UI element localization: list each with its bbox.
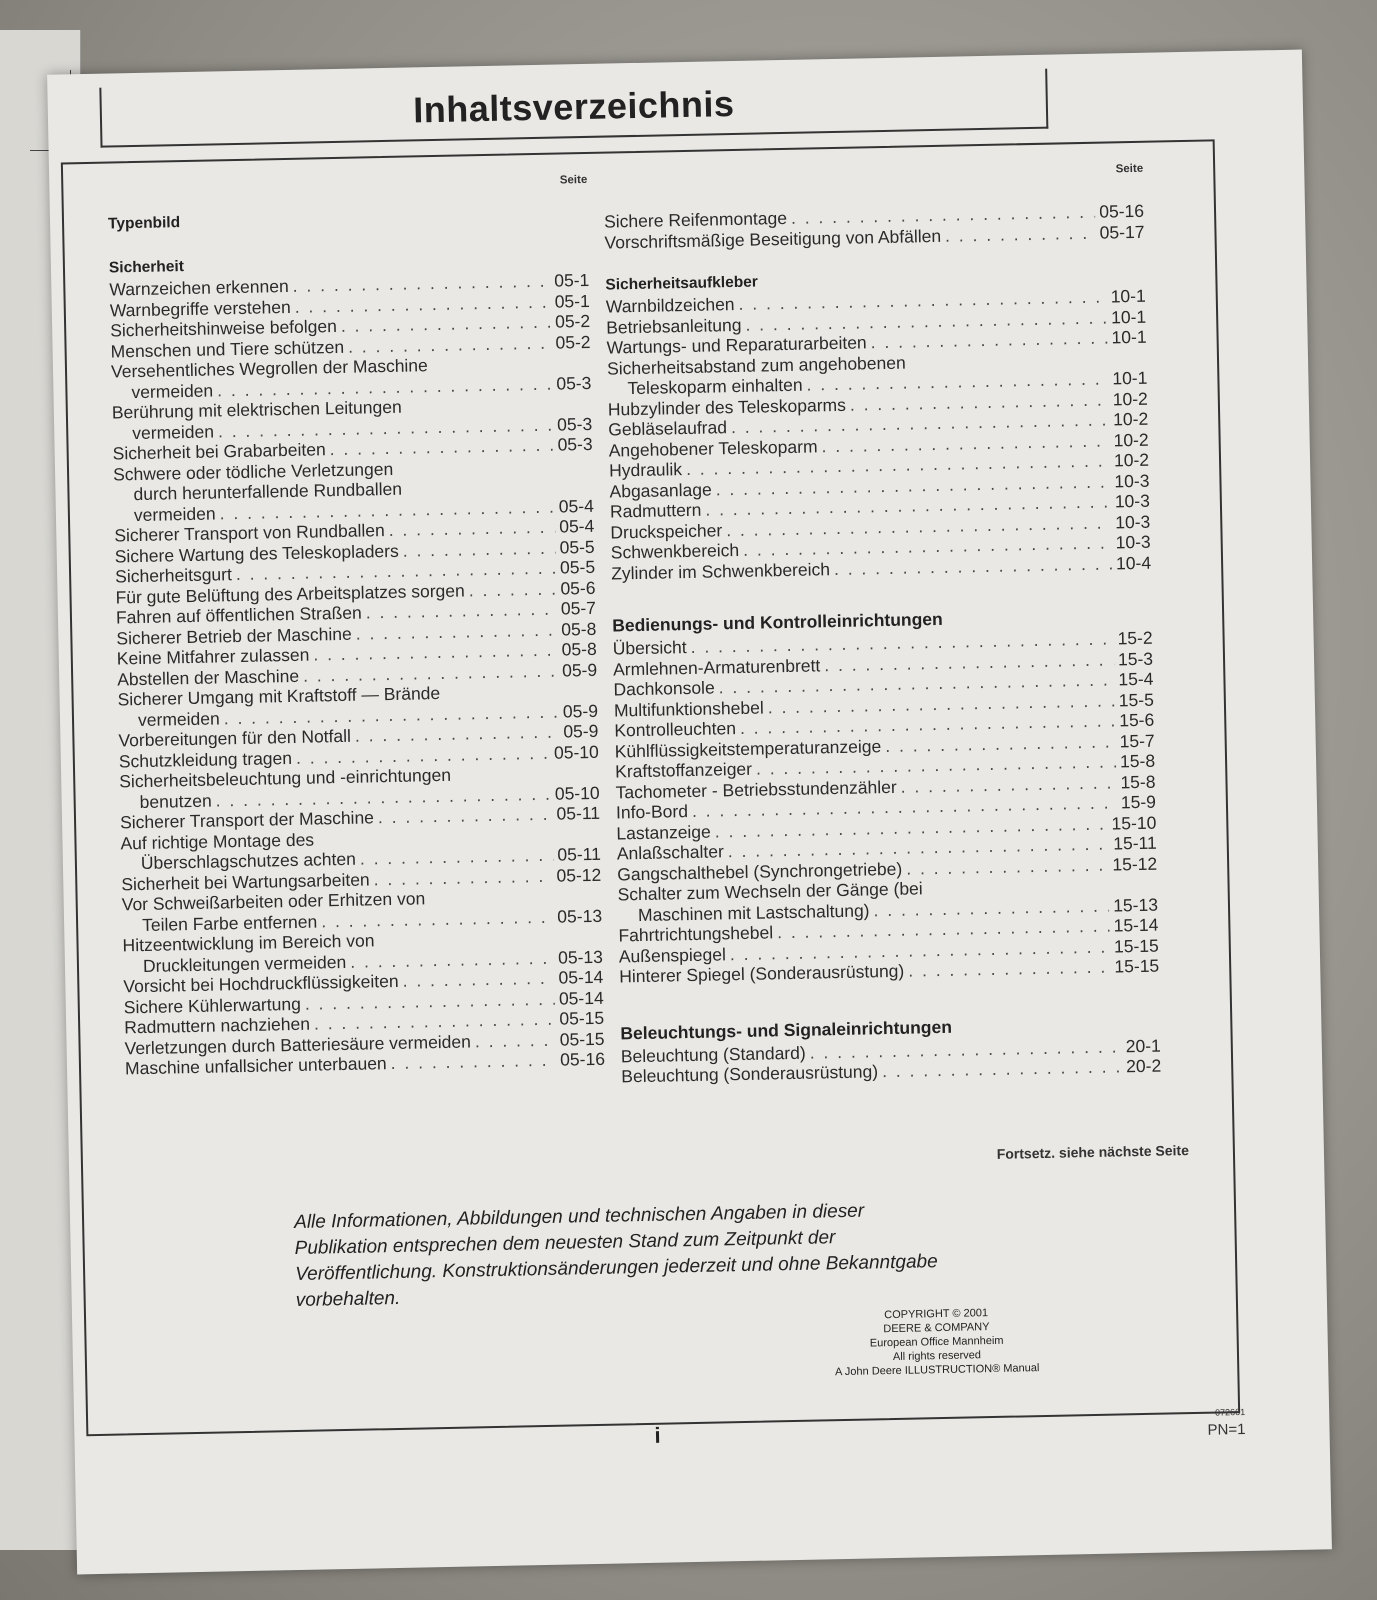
toc-entry-title: Sicherheitshinweise befolgen: [110, 315, 338, 341]
toc-entry-page: 05-3: [557, 433, 593, 455]
toc-entry-title: Dachkonsole: [613, 677, 715, 700]
toc-entry-title: Vorsicht bei Hochdruckflüssigkeiten: [123, 970, 399, 997]
toc-entry-page: 10-2: [1112, 388, 1148, 409]
toc-entry-continued: Versehentliches Wegrollen der Maschine: [110, 355, 428, 382]
document-page: [47, 50, 1332, 1575]
toc-entry-title: Warnbildzeichen: [605, 293, 735, 317]
leader-dots: [945, 222, 1096, 246]
toc-entry-title: Sicherer Transport der Maschine: [119, 807, 375, 833]
toc-entry-title: Abstellen der Maschine: [117, 665, 300, 689]
toc-entry-page: 10-2: [1112, 408, 1149, 430]
toc-entry-title: vermeiden: [137, 707, 220, 730]
leader-dots: [475, 1029, 556, 1051]
toc-entry-title: Kühlflüssigkeitstemperaturanzeige: [614, 735, 882, 761]
manual-line: A John Deere ILLUSTRUCTION® Manual: [834, 1362, 1040, 1379]
typenbild-heading: Typenbild: [107, 214, 181, 233]
toc-entry-continued: Schalter zum Wechseln der Gänge (bei: [617, 878, 923, 905]
toc-entry-page: 05-14: [558, 966, 604, 988]
toc-entry-page: 15-4: [1118, 668, 1154, 690]
toc-entry-title: Druckleitungen vermeiden: [142, 951, 347, 976]
toc-box: [61, 139, 1240, 1436]
toc-entry-title: vermeiden: [132, 420, 215, 443]
toc-entry-title: Überschlagschutzes achten: [140, 848, 357, 874]
pn-label: PN=1: [1207, 1420, 1246, 1439]
toc-entry-continued: Hitzeentwicklung im Bereich von: [122, 930, 375, 956]
toc-entry-title: Wartungs- und Reparaturarbeiten: [606, 332, 867, 358]
toc-entry-page: 10-3: [1114, 490, 1151, 512]
toc-entry-title: Radmuttern: [609, 499, 702, 522]
toc-entry-title: Gangschalthebel (Synchrongetriebe): [617, 858, 903, 884]
toc-entry-page: 05-9: [562, 700, 599, 722]
page-title: Inhaltsverzeichnis: [412, 82, 735, 131]
toc-entry-title: Kontrolleuchten: [614, 718, 737, 741]
aufkleber-entries: [606, 286, 1152, 584]
sicherheit-heading: Sicherheit: [108, 258, 185, 277]
toc-entry-title: Vorbereitungen für den Notfall: [118, 725, 352, 751]
leader-dots: [906, 854, 1109, 879]
leader-dots: [348, 332, 552, 357]
toc-left-column: [107, 174, 605, 1079]
toc-entry-page: 15-10: [1111, 812, 1157, 834]
toc-entry-page: 15-5: [1118, 689, 1155, 710]
toc-entry-page: 15-9: [1120, 791, 1157, 813]
toc-entry-page: 15-11: [1113, 832, 1157, 854]
toc-entry-page: 05-13: [557, 946, 604, 968]
toc-entry-title: Beleuchtung (Standard): [620, 1042, 806, 1066]
toc-entry-page: 05-1: [554, 290, 590, 312]
toc-entry-continued: Vor Schweißarbeiten oder Erhitzen von: [121, 888, 426, 915]
toc-entry-title: Multifunktionshebel: [613, 696, 764, 720]
toc-entry-title: Druckspeicher: [610, 519, 723, 543]
toc-entry-continued: Berührung mit elektrischen Leitungen: [111, 396, 402, 423]
toc-entry-title: Sicherheit bei Grabarbeiten: [112, 439, 326, 464]
toc-entry-page: 10-1: [1111, 326, 1147, 348]
toc-entry-page: 15-2: [1117, 627, 1153, 649]
toc-entry-page: 05-6: [560, 577, 596, 599]
toc-entry-page: 10-2: [1113, 449, 1150, 471]
toc-entry-title: vermeiden: [131, 379, 214, 402]
toc-entry-page: 10-1: [1110, 285, 1146, 307]
toc-entry-page: 05-13: [557, 905, 603, 927]
toc-entry-title: Sicherheit bei Wartungsarbeiten: [121, 868, 370, 894]
toc-entry-title: Sicherheitsgurt: [114, 564, 233, 587]
toc-entry-page: 05-10: [553, 741, 599, 763]
copyright-line: COPYRIGHT © 2001: [884, 1307, 989, 1322]
toc-entry-title: Tachometer - Betriebsstundenzähler: [615, 776, 897, 802]
toc-entry-page: 05-11: [557, 843, 602, 865]
toc-entry-page: 05-15: [559, 1028, 605, 1050]
toc-entry-title: Teilen Farbe entfernen: [141, 910, 318, 935]
toc-entry-title: Maschinen mit Lastschaltung): [637, 899, 870, 925]
toc-entry-page: 05-10: [554, 782, 600, 804]
toc-entry-page: 05-8: [561, 638, 597, 660]
office-line: European Office Mannheim: [869, 1334, 1004, 1350]
toc-entry-title: Schutzkleidung tragen: [118, 747, 293, 771]
toc-entry-page: 15-8: [1120, 771, 1156, 792]
toc-entry-page: 15-13: [1112, 894, 1159, 916]
toc-entry-title: Vorschriftsmäßige Beseitigung von Abfällen: [604, 225, 942, 253]
leader-dots: [373, 865, 552, 889]
toc-entry-page: 05-17: [1099, 221, 1145, 243]
toc-entry-page: 05-5: [559, 556, 596, 578]
toc-entry-page: 05-11: [556, 802, 601, 824]
title-box: [99, 69, 1048, 148]
toc-entry-page: 05-2: [555, 331, 591, 353]
toc-entry-page: 05-2: [554, 310, 591, 332]
toc-entry-page: 05-16: [1099, 200, 1145, 222]
beleuchtung-heading: Beleuchtungs- und Signaleinrichtungen: [620, 1016, 953, 1043]
toc-entry-title: Zylinder im Schwenkbereich: [610, 558, 831, 584]
bedienung-heading: Bedienungs- und Kontrolleinrichtungen: [612, 608, 943, 636]
bedienung-entries: [613, 628, 1160, 987]
toc-right-column: [603, 163, 1161, 1087]
leader-dots: [882, 1056, 1122, 1081]
copyright-block: [796, 1304, 1077, 1380]
toc-entry-page: 05-9: [563, 720, 599, 742]
document-code: 072601: [1215, 1406, 1246, 1418]
toc-entry-continued: Sicherheitsbeleuchtung und -einrichtungen: [119, 764, 452, 792]
rights-line: All rights reserved: [892, 1349, 982, 1364]
toc-entry-page: 05-4: [559, 515, 595, 537]
toc-entry-page: 15-12: [1112, 853, 1158, 875]
toc-entry-page: 15-7: [1119, 730, 1155, 751]
toc-entry-title: Außenspiegel: [618, 943, 727, 966]
toc-entry-title: Kraftstoffanzeiger: [614, 758, 753, 782]
toc-entry-title: Hinterer Spiegel (Sonderausrüstung): [619, 960, 905, 987]
toc-entry-page: 05-5: [559, 536, 595, 558]
toc-entry-title: Warnzeichen erkennen: [109, 275, 289, 300]
toc-entry-continued: durch herunterfallende Rundballen: [133, 478, 403, 505]
toc-entry-title: Menschen und Tiere schützen: [110, 336, 345, 362]
toc-entry-title: Beleuchtung (Sonderausrüstung): [621, 1061, 879, 1087]
toc-entry-page: 05-16: [559, 1048, 606, 1070]
toc-entry-title: Verletzungen durch Batteriesäure vermeiden: [124, 1030, 472, 1058]
toc-entry-title: Gebläselaufrad: [608, 417, 728, 440]
toc-entry-title: Lastanzeige: [616, 821, 711, 843]
leader-dots: [908, 957, 1111, 982]
toc-entry-title: Sichere Reifenmontage: [603, 207, 788, 232]
toc-entry-page: 05-8: [561, 618, 597, 640]
page-number: i: [654, 1422, 661, 1448]
toc-entry-page: 15-15: [1113, 935, 1159, 957]
toc-entry-title: Radmuttern nachziehen: [124, 1013, 311, 1038]
toc-entry-title: Sichere Kühlerwartung: [123, 993, 302, 1017]
toc-entry-page: 10-1: [1110, 306, 1147, 327]
toc-entry-page: 05-14: [558, 987, 604, 1009]
toc-entry-page: 10-3: [1115, 511, 1151, 532]
toc-entry-page: 20-2: [1125, 1055, 1162, 1077]
toc-entry-page: 10-3: [1115, 531, 1151, 553]
leader-dots: [390, 1050, 556, 1074]
company-line: DEERE & COMPANY: [883, 1321, 990, 1336]
toc-entry-title: Übersicht: [612, 637, 687, 659]
beleuchtung-entries: [621, 1035, 1162, 1087]
toc-entry-continued: Sicherer Umgang mit Kraftstoff — Brände: [117, 682, 441, 710]
toc-entry-title: Armlehnen-Armaturenbrett: [612, 654, 821, 680]
toc-entry-title: benutzen: [139, 790, 212, 812]
seite-label-left: Seite: [559, 173, 588, 187]
sicherheitsaufkleber-heading: Sicherheitsaufkleber: [605, 273, 759, 294]
toc-entry-continued: Schwere oder tödliche Verletzungen: [112, 458, 394, 484]
toc-entry-title: Angehobener Teleskoparm: [608, 435, 818, 461]
toc-entry-title: Sicherer Transport von Rundballen: [114, 520, 385, 546]
toc-entry-title: Schwenkbereich: [610, 539, 740, 563]
toc-entry-page: 15-3: [1117, 648, 1154, 669]
toc-entry-title: Betriebsanleitung: [606, 314, 742, 338]
seite-label-right: Seite: [1115, 162, 1144, 176]
toc-entry-page: 05-12: [556, 864, 602, 886]
toc-entry-continued: Sicherheitsabstand zum angehobenen: [606, 352, 906, 379]
leader-dots: [469, 578, 557, 600]
sicherheit-entries: [109, 270, 605, 1079]
toc-entry-page: 15-14: [1113, 914, 1159, 936]
leader-dots: [378, 804, 553, 828]
toc-entry-page: 15-8: [1119, 750, 1156, 772]
toc-entry-title: Für gute Belüftung des Arbeitsplatzes sorgen: [115, 579, 465, 607]
toc-entry-page: 10-1: [1112, 367, 1148, 389]
toc-entry-page: 10-4: [1115, 552, 1152, 573]
toc-entry-title: vermeiden: [133, 502, 216, 525]
toc-entry-title: Fahrtrichtungshebel: [618, 922, 774, 946]
toc-entry-continued: Auf richtige Montage des: [120, 829, 315, 853]
toc-entry-page: 05-7: [560, 597, 597, 619]
toc-entry-title: Sichere Wartung des Teleskopladers: [114, 540, 399, 566]
toc-entry-title: Fahren auf öffentlichen Straßen: [115, 602, 362, 628]
toc-entry-title: Anlaßschalter: [616, 841, 724, 864]
toc-entry-title: Sicherer Betrieb der Maschine: [116, 623, 352, 648]
toc-entry-page: 20-1: [1125, 1035, 1161, 1056]
toc-entry-title: Teleskoparm einhalten: [627, 374, 803, 399]
continued-note: Fortsetz. siehe nächste Seite: [996, 1142, 1190, 1162]
toc-entry-title: Hubzylinder des Teleskoparms: [607, 394, 847, 420]
toc-entry-page: 15-6: [1119, 709, 1155, 731]
toc-entry-page: 15-15: [1114, 955, 1160, 977]
toc-entry-page: 05-9: [561, 659, 598, 681]
disclaimer-text: Alle Informationen, Abbildungen und technischen Angaben in dieser Publikation entsprechen dem neuesten Stand zum Zeitpunkt der Veröffentlichung. Konstruktionsänderungen jederzeit und ohne Bekanntgabe vorbehalten.: [293, 1200, 938, 1311]
toc-entry-title: Warnbegriffe verstehen: [109, 296, 291, 321]
toc-entry-title: Hydraulik: [608, 459, 683, 481]
toc-entry-page: 10-3: [1114, 470, 1150, 491]
toc-entry-page: 05-3: [556, 372, 592, 394]
toc-entry-title: Maschine unfallsicher unterbauen: [124, 1053, 387, 1079]
toc-entry-page: 05-4: [558, 495, 595, 517]
toc-entry-page: 05-3: [556, 413, 593, 435]
toc-entry-page: 10-2: [1113, 429, 1149, 450]
toc-entry-title: Abgasanlage: [609, 478, 712, 502]
toc-entry-page: 05-1: [554, 269, 590, 291]
toc-entry-title: Info-Bord: [615, 801, 689, 823]
toc-entry-title: Keine Mitfahrer zulassen: [116, 644, 310, 669]
toc-entry-page: 05-15: [559, 1007, 605, 1029]
